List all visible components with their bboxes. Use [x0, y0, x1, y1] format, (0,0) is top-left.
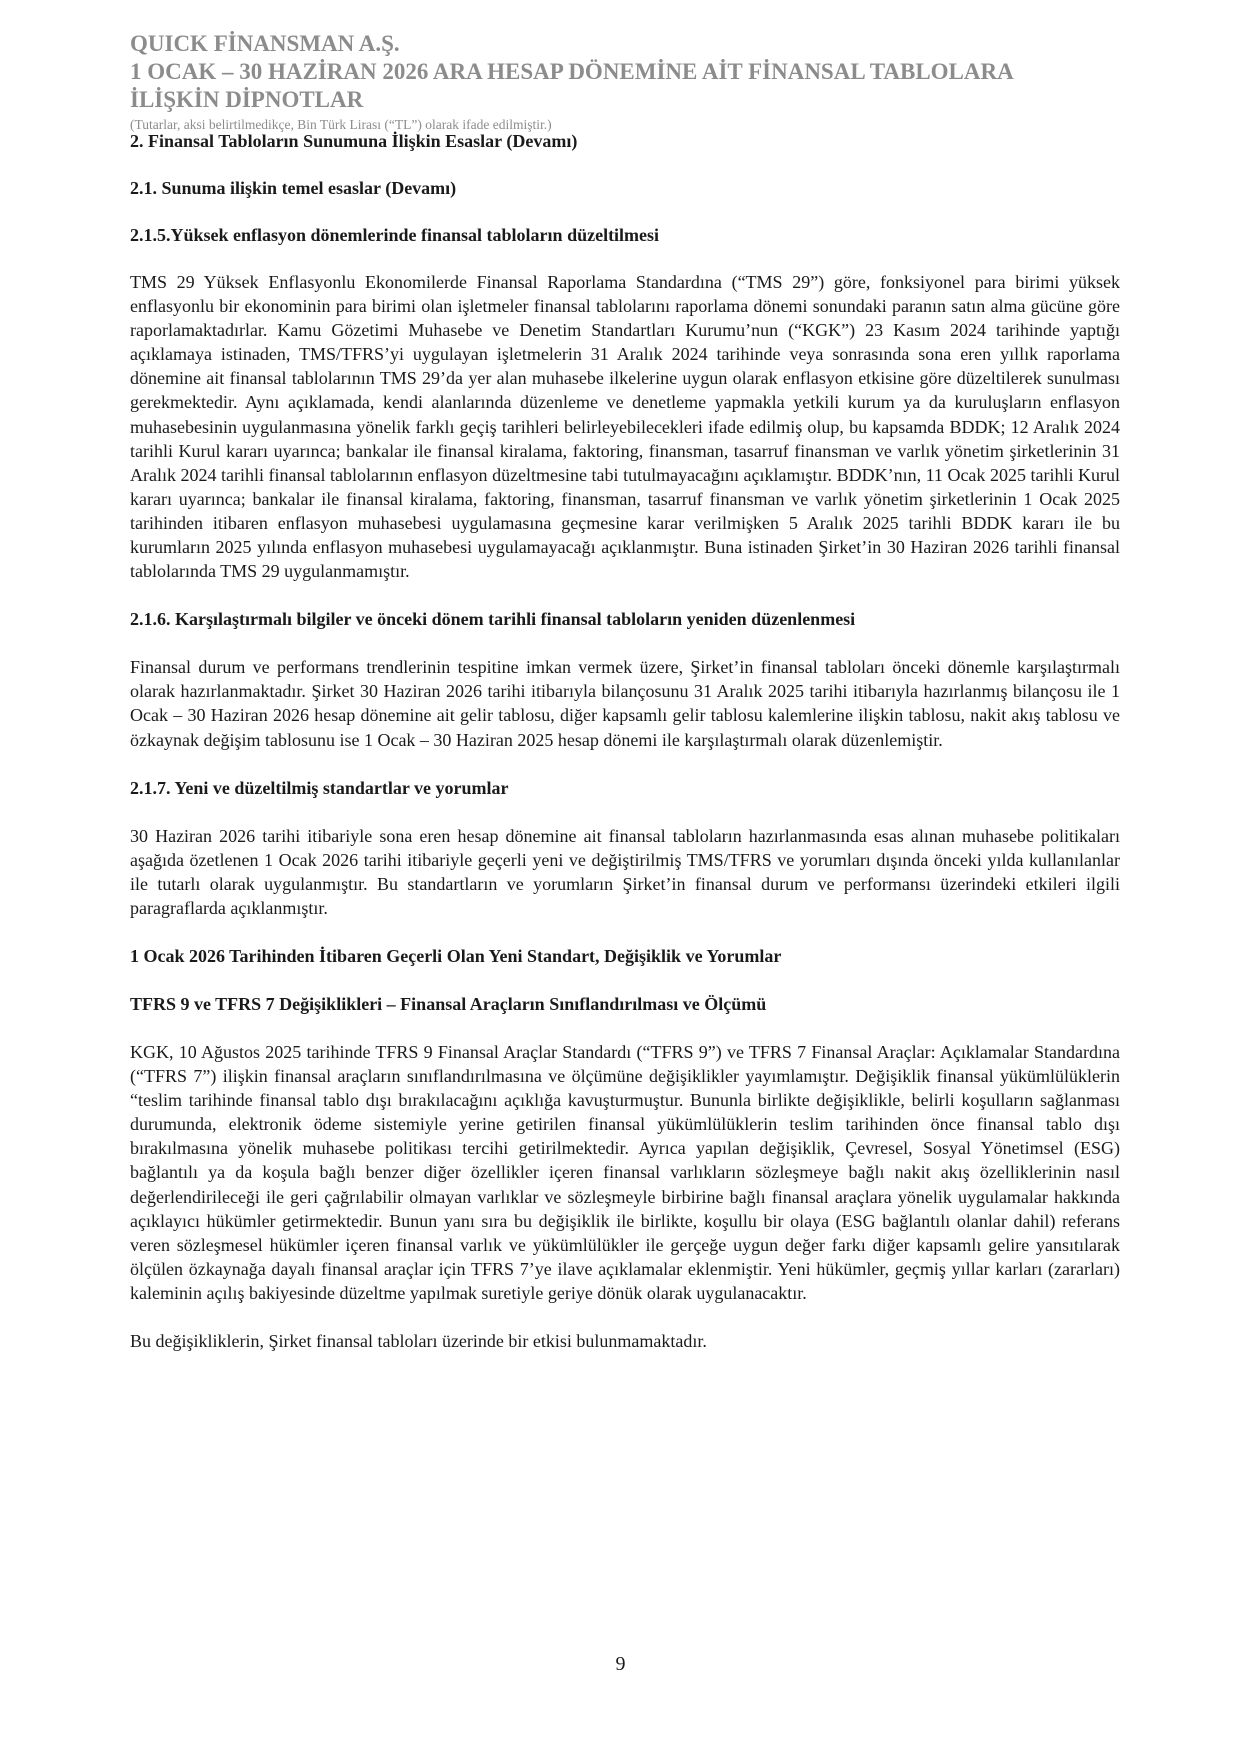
section-2-title: 2. Finansal Tabloların Sunumuna İlişkin Esaslar (Devamı) — [130, 131, 578, 151]
section-2-1-7-title: 2.1.7. Yeni ve düzeltilmiş standartlar ve yorumlar — [130, 777, 509, 798]
company-name: QUICK FİNANSMAN A.Ş. — [130, 31, 400, 56]
closing-statement: Bu değişikliklerin, Şirket finansal tabloları üzerinde bir etkisi bulunmamaktadır. — [130, 1331, 707, 1351]
new-standards-title: 1 Ocak 2026 Tarihinden İtibaren Geçerli Olan Yeni Standart, Değişiklik ve Yorumlar — [130, 945, 782, 966]
section-2-1-6-body: Finansal durum ve performans trendlerinin tespitine imkan vermek üzere, Şirket’in finansal tabloları önceki dönemle karşılaştırmalı olarak hazırlanmaktadır. Şirket 30 Haziran 2026 tarihi itibarıyla bilançosunu 31 Aralık 2025 tarihi itibarıyla hazırlanmış bilançosu ile 1 Ocak – 30 Haziran 2026 hesap dönemine ait gelir tablosu, diğer kapsamlı gelir tablosu kalemlerine ilişkin tablosu, nakit akış tablosu ve özkaynak değişim tablosunu ise 1 Ocak – 30 Haziran 2025 hesap dönemi ile karşılaştırmalı olarak düzenlemiştir. — [130, 657, 1120, 750]
page-content — [130, 129, 1120, 1353]
section-2-1-5-title: 2.1.5.Yüksek enflasyon dönemlerinde finansal tabloların düzeltilmesi — [130, 225, 660, 245]
section-2-1-5-body: TMS 29 Yüksek Enflasyonlu Ekonomilerde Finansal Raporlama Standardına (“TMS 29”) göre, fonksiyonel para birimi yüksek enflasyonlu bir ekonominin para birimi olan işletmeler finansal tablolarını raporlama dönemi sonundaki paranın satın alma gücüne göre raporlamaktadırlar. Kamu Gözetimi Muhasebe ve Denetim Standartları Kurumu’nun (“KGK”) 23 Kasım 2024 tarihinde yaptığı açıklamaya istinaden, TMS/TFRS’yi uygulayan işletmelerin 31 Aralık 2024 tarihinde veya sonrasında sona eren yıllık raporlama dönemine ait finansal tablolarının TMS 29’da yer alan muhasebe ilkelerine uygun olarak enflasyon etkisine göre düzeltilerek sunulması gerekmektedir. Aynı açıklamada, kendi alanlarında düzenleme ve denetleme yapmakla yetkili kurum ya da kuruluşların enflasyon muhasebesinin uygulanmasına yönelik farklı geçiş tarihleri belirleyebilecekleri ifade edilmiş olup, bu kapsamda BDDK; 12 Aralık 2024 tarihli Kurul kararı uyarınca; bankalar ile finansal kiralama, faktoring, finansman, tasarruf finansman ve varlık yönetim şirketlerinin 31 Aralık 2024 tarihli finansal tablolarının enflasyon düzeltmesine tabi tutulmayacağını açıklamıştır. BDDK’nın, 11 Ocak 2025 tarihli Kurul kararı uyarınca; bankalar ile finansal kiralama, faktoring, finansman, tasarruf finansman ve varlık yönetim şirketlerinin 1 Ocak 2025 tarihinden itibaren enflasyon muhasebesi uygulamasına geçmesine karar verilmişken 5 Aralık 2025 tarihli BDDK kararı ile bu kurumların 2025 yılında enflasyon muhasebesi uygulamayacağı açıklanmıştır. Buna istinaden Şirket’in 30 Haziran 2026 tarihli finansal tablolarında TMS 29 uygulanmamıştır. — [130, 272, 1120, 582]
section-2-1-6-title: 2.1.6. Karşılaştırmalı bilgiler ve önceki dönem tarihli finansal tabloların yeniden düzenlenmesi — [130, 609, 856, 630]
report-title-line-1: 1 OCAK – 30 HAZİRAN 2026 ARA HESAP DÖNEMİNE AİT FİNANSAL TABLOLARA — [130, 59, 1014, 84]
page-header — [130, 30, 1120, 135]
section-2-1-7-body: 30 Haziran 2026 tarihi itibariyle sona eren hesap dönemine ait finansal tabloların hazırlanmasında esas alınan muhasebe politikaları aşağıda özetlenen 1 Ocak 2026 tarihi itibariyle geçerli yeni ve değiştirilmiş TMS/TFRS ve yorumları dışında önceki yılda kullanılanlar ile tutarlı olarak uygulanmıştır. Bu standartların ve yorumların Şirket’in finansal durum ve performansı üzerindeki etkileri ilgili paragraflarda açıklanmıştır. — [130, 825, 1120, 918]
section-2-1-title: 2.1. Sunuma ilişkin temel esaslar (Devamı) — [130, 178, 457, 198]
page-number: 9 — [615, 1653, 626, 1675]
report-title-line-2: İLİŞKİN DİPNOTLAR — [130, 87, 364, 112]
tfrs-amendments-body: KGK, 10 Ağustos 2025 tarihinde TFRS 9 Finansal Araçlar Standardı (“TFRS 9”) ve TFRS 7 Finansal Araçlar: Açıklamalar Standardına (“TFRS 7”) ilişkin finansal araçların sınıflandırılmasına ve ölçümüne değişiklikler yayımlamıştır. Değişiklik finansal yükümlülüklerin “teslim tarihinde finansal tablo dışı bırakılacağını açıklığa kavuşturmuştur. Bununla birlikte değişiklikle, belirli koşulların sağlanması durumunda, elektronik ödeme sistemiyle yerine getirilen finansal yükümlülüklerin teslim tarihinden önce finansal tablo dışı bırakılmasına yönelik muhasebe politikası tercihi getirilmektedir. Ayrıca yapılan değişiklik, Çevresel, Sosyal Yönetimsel (ESG) bağlantılı ya da koşula bağlı benzer diğer özellikler içeren finansal varlıkların sözleşmeye bağlı nakit akış özelliklerinin nasıl değerlendirileceği ile geri çağrılabilir olmayan varlıklar ve sözleşmeyle birbirine bağlı finansal araçlara yönelik uygulamalar hakkında açıklayıcı hükümler getirmektedir. Bunun yanı sıra bu değişiklik ile birlikte, koşullu bir olaya (ESG bağlantılı olanlar dahil) referans veren sözleşmesel hükümler içeren finansal varlık ve yükümlülükler ile gerçeğe uygun değer farkı diğer kapsamlı gelire yansıtılarak ölçülen özkaynağa dayalı finansal araçlar için TFRS 7’ye ilave açıklamalar eklenmiştir. Yeni hükümler, geçmiş yıllar karları (zararları) kaleminin açılış bakiyesinde düzeltme yapılmak suretiyle geriye dönük olarak uygulanacaktır. — [130, 1041, 1120, 1303]
tfrs-amendments-title: TFRS 9 ve TFRS 7 Değişiklikleri – Finansal Araçların Sınıflandırılması ve Ölçümü — [130, 993, 767, 1014]
currency-note: (Tutarlar, aksi belirtilmedikçe, Bin Türk Lirası (“TL”) olarak ifade edilmiştir.) — [130, 117, 552, 132]
